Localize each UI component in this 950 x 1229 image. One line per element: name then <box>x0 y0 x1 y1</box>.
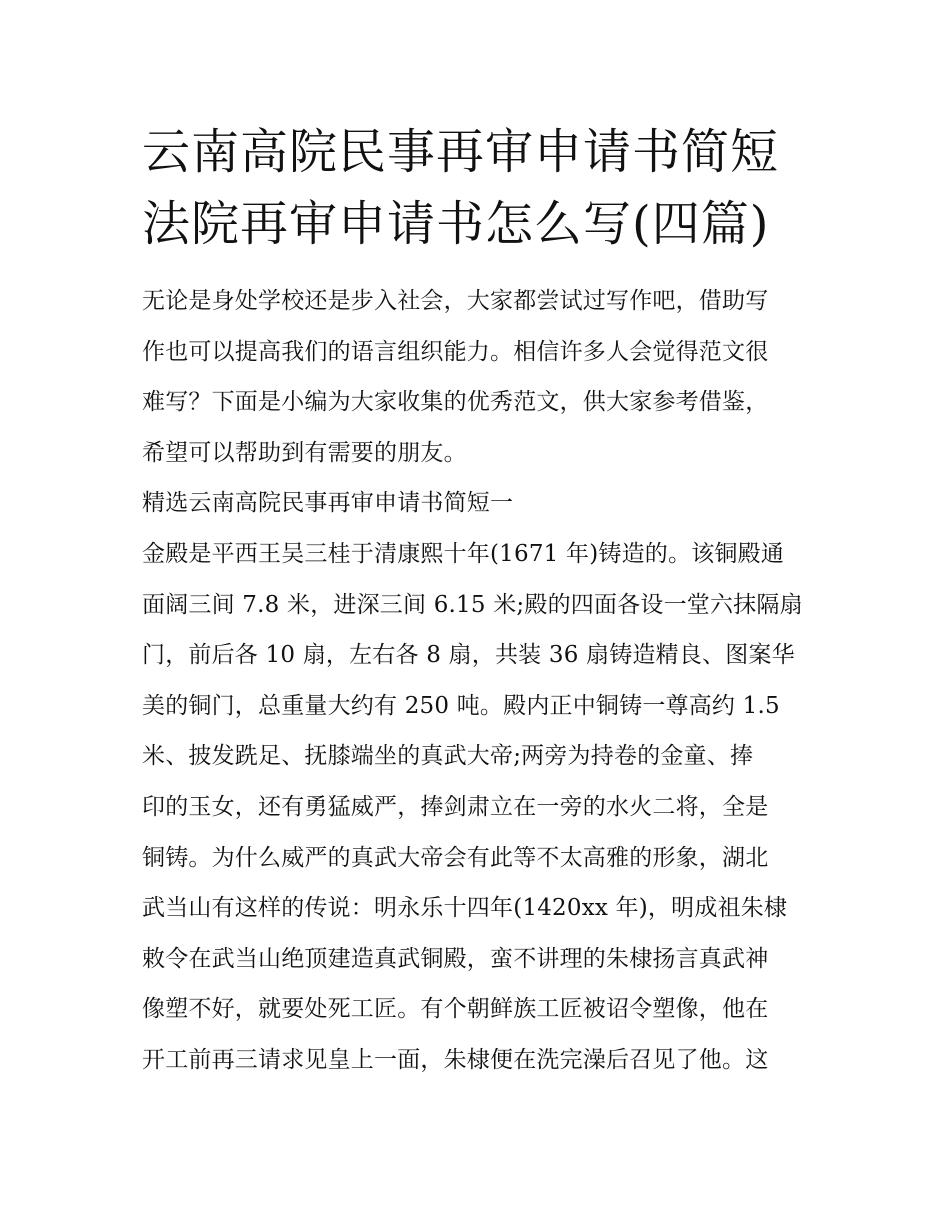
body-line: 像塑不好，就要处死工匠。有个朝鲜族工匠被诏令塑像，他在 <box>142 996 769 1023</box>
body-line: 门，前后各 10 扇，左右各 8 扇，共装 36 扇铸造精良、图案华 <box>142 642 795 669</box>
title-line-2: 法院再审申请书怎么写(四篇) <box>142 196 770 252</box>
body-paragraph <box>142 529 814 1086</box>
section-heading <box>142 478 814 529</box>
body-line: 敕令在武当山绝顶建造真武铜殿，蛮不讲理的朱棣扬言真武神 <box>142 945 769 972</box>
body-line: 金殿是平西王吴三桂于清康熙十年(1671 年)铸造的。该铜殿通 <box>142 540 784 567</box>
body-line: 铜铸。为什么威严的真武大帝会有此等不太高雅的形象，湖北 <box>142 844 769 871</box>
title-line-1: 云南高院民事再审申请书简短 <box>142 124 780 180</box>
body-line: 美的铜门，总重量大约有 250 吨。殿内正中铜铸一尊高约 1.5 <box>142 692 780 719</box>
intro-line: 难写？下面是小编为大家收集的优秀范文，供大家参考借鉴， <box>142 389 769 416</box>
body-line: 面阔三间 7.8 米，进深三间 6.15 米;殿的四面各设一堂六抹隔扇 <box>142 591 803 618</box>
intro-paragraph <box>142 276 814 478</box>
document-body <box>142 276 814 1086</box>
intro-line: 希望可以帮助到有需要的朋友。 <box>142 439 467 466</box>
body-line: 米、披发跣足、抚膝端坐的真武大帝;两旁为持卷的金童、捧 <box>142 743 754 770</box>
intro-line: 作也可以提高我们的语言组织能力。相信许多人会觉得范文很 <box>142 338 769 365</box>
body-line: 武当山有这样的传说：明永乐十四年(1420xx 年)，明成祖朱棣 <box>142 895 788 922</box>
section-heading-text: 精选云南高院民事再审申请书简短一 <box>142 490 514 517</box>
intro-line: 无论是身处学校还是步入社会，大家都尝试过写作吧，借助写 <box>142 288 769 314</box>
body-line: 印的玉女，还有勇猛威严，捧剑肃立在一旁的水火二将，全是 <box>142 793 769 820</box>
document-title <box>142 116 822 260</box>
body-line: 开工前再三请求见皇上一面，朱棣便在洗完澡后召见了他。这 <box>142 1046 769 1073</box>
